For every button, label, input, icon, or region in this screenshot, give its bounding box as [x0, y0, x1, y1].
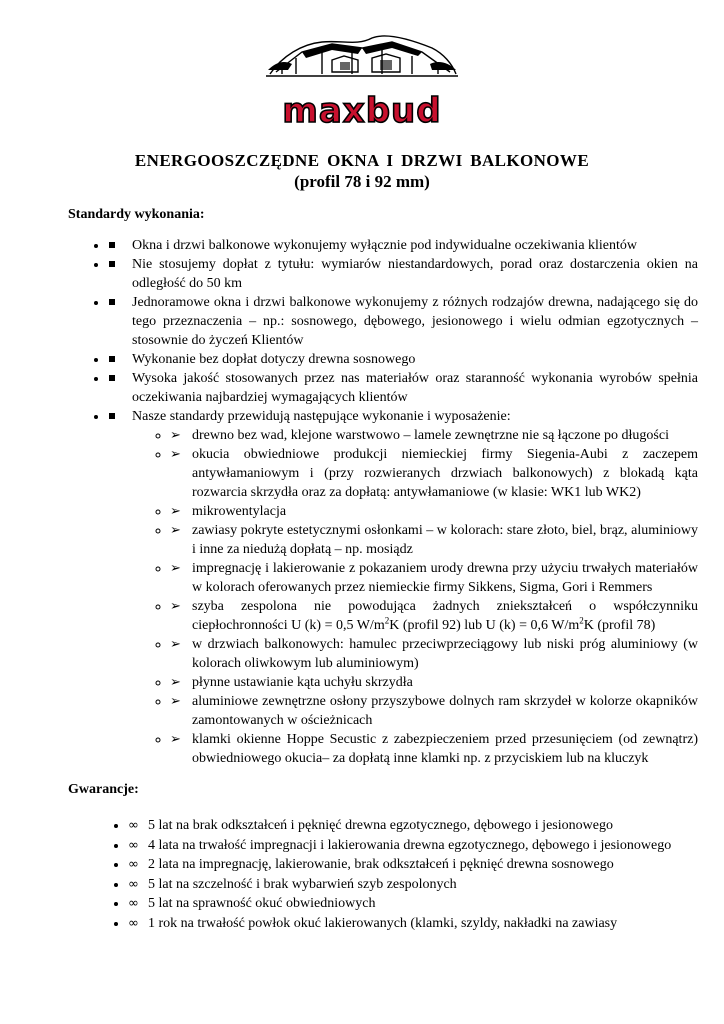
page-subtitle: (profil 78 i 92 mm) — [294, 172, 430, 191]
list-item: • Nasze standardy przewidują następujące wykonanie i wyposażenie: ◦ ➢ drewno bez wad, klejone warstwowo – lamele zewnętrzne nie są łączone po długości ◦ ➢ okucia obwiedniowe produkcji niemieckiej firmy Siegenia-Aubi z zaczepem antywłamaniowym i (przy rozwieranych drzwiach balkonowych) z blokadą kąta rozwarcia skrzydła oraz za dopłatą: antywłamaniowe (w klasie: WK1 lub WK2) ◦ ➢ mikrowentylacja ◦ ➢ zawiasy pokryte estetycznymi osłonkami – w kolorach: stare złoto, biel, brąz, aluminiowy i inne za niedużą dopłatą – np. mosiądz ◦ ➢ impregnację i lakierowanie z pokazaniem urody drewna przy użyciu trwałych materiałów w kolorach oferowanych przez niemieckie firmy Sikkens, Sigma, Gori i Remmers ◦ ➢ szyba zespolona nie powodująca żadnych zniekształceń o współczynniku ciepłochronności U (k) = 0,5 $W/m^2K$ (profil 92) lub U (k) = 0,6 $W/m^2K$ (profil 78) ◦ ➢ w drzwiach balkonowych: hamulec przeciwprzeciągowy lub niski próg aluminiowy (w kolorach oliwkowym lub aluminiowym) ◦ ➢ płynne ustawianie kąta uchyłu skrzydła ◦ ➢ aluminiowe zewnętrzne osłony przyszybowe dolnych ram skrzydeł w kolorze okapników zamontowanych w ościeżnicach ◦ ➢ klamki okienne Hoppe Secustic z zabezpieczeniem przed przesunięciem (od zewnątrz) obwiedniowego okucia– za dopłatą inne klamki np. z przyciskiem lub na kluczyk — [108, 407, 698, 768]
arrow-bullet-icon: ◦ ➢ — [170, 523, 181, 538]
infinity-bullet-icon: • ∞ — [128, 837, 139, 853]
infinity-bullet-icon: • ∞ — [128, 896, 139, 911]
warranty-item: • ∞ 2 lata na impregnację, lakierowanie, brak odkształceń i pęknięć drewna sosnowego — [128, 855, 698, 875]
standards-heading: Standardy wykonania: — [68, 207, 205, 222]
superscript: 2 — [579, 615, 584, 626]
list-item: • Okna i drzwi balkonowe wykonujemy wyłącznie pod indywidualne oczekiwania klientów — [108, 236, 698, 255]
list-item: • Wykonanie bez dopłat dotyczy drewna sosnowego — [108, 350, 698, 369]
equipment-list — [130, 426, 698, 768]
warranty-list — [88, 816, 698, 933]
equipment-item-glass: ◦ ➢ szyba zespolona nie powodująca żadnych zniekształceń o współczynniku ciepłochronności U (k) = 0,5 $W/m^2K$ (profil 92) lub U (k) = 0,6 $W/m^2K$ (profil 78) — [170, 597, 698, 635]
equipment-item: ◦ ➢ mikrowentylacja — [170, 502, 698, 521]
equipment-item: ◦ ➢ klamki okienne Hoppe Secustic z zabezpieczeniem przed przesunięciem (od zewnątrz) obwiedniowego okucia– za dopłatą inne klamki np. z przyciskiem lub na kluczyk — [170, 730, 698, 768]
equipment-item: ◦ ➢ zawiasy pokryte estetycznymi osłonkami – w kolorach: stare złoto, biel, brąz, aluminiowy i inne za niedużą dopłatą – np. mosiądz — [170, 521, 698, 559]
standards-list — [68, 236, 698, 768]
equipment-item: ◦ ➢ płynne ustawianie kąta uchyłu skrzydła — [170, 673, 698, 692]
square-bullet-icon — [109, 413, 115, 419]
superscript: 2 — [384, 615, 390, 626]
warranty-item: • ∞ 4 lata na trwałość impregnacji i lakierowania drewna egzotycznego, dębowego i jesionowego — [128, 836, 698, 856]
warranty-item: • ∞ 1 rok na trwałość powłok okuć lakierowanych (klamki, szyldy, nakładki na zawiasy — [128, 914, 698, 934]
arrow-bullet-icon: ◦ ➢ — [170, 447, 181, 462]
logo-text: maxbud — [282, 91, 442, 131]
arrow-bullet-icon: ◦ ➢ — [170, 637, 181, 652]
arrow-bullet-icon: ◦ ➢ — [170, 675, 181, 690]
list-item: • Nie stosujemy dopłat z tytułu: wymiarów niestandardowych, porad oraz dostarczenia okien na odległość do 50 km — [108, 255, 698, 293]
equipment-item: ◦ ➢ impregnację i lakierowanie z pokazaniem urody drewna przy użyciu trwałych materiałów w kolorach oferowanych przez niemieckie firmy Sikkens, Sigma, Gori i Remmers — [170, 559, 698, 597]
infinity-bullet-icon: • ∞ — [128, 915, 139, 931]
arrow-bullet-icon: ◦ ➢ — [170, 599, 181, 614]
equipment-item: ◦ ➢ aluminiowe zewnętrzne osłony przyszybowe dolnych ram skrzydeł w kolorze okapników zamontowanych w ościeżnicach — [170, 692, 698, 730]
equipment-item: ◦ ➢ w drzwiach balkonowych: hamulec przeciwprzeciągowy lub niski próg aluminiowy (w kolorach oliwkowym lub aluminiowym) — [170, 635, 698, 673]
square-bullet-icon — [109, 261, 115, 267]
arrow-bullet-icon: ◦ ➢ — [170, 732, 181, 747]
company-logo — [262, 26, 462, 136]
warranty-item: • ∞ 5 lat na szczelność i brak wybarwień szyb zespolonych — [128, 875, 698, 895]
warranty-item: • ∞ 5 lat na brak odkształceń i pęknięć drewna egzotycznego, dębowego i jesionowego — [128, 816, 698, 836]
list-item: • Wysoka jakość stosowanych przez nas materiałów oraz staranność wykonania wyrobów spełnia oczekiwania najbardziej wymagających klientów — [108, 369, 698, 407]
infinity-bullet-icon: • ∞ — [128, 857, 139, 872]
infinity-bullet-icon: • ∞ — [128, 876, 139, 892]
equipment-item: ◦ ➢ okucia obwiedniowe produkcji niemieckiej firmy Siegenia-Aubi z zaczepem antywłamaniowym i (przy rozwieranych drzwiach balkonowych) z blokadą kąta rozwarcia skrzydła oraz za dopłatą: antywłamaniowe (w klasie: WK1 lub WK2) — [170, 445, 698, 502]
house-roof-illustration-icon — [262, 26, 462, 136]
square-bullet-icon — [109, 299, 115, 305]
square-bullet-icon — [109, 375, 115, 381]
arrow-bullet-icon: ◦ ➢ — [170, 428, 181, 443]
equipment-item: ◦ ➢ drewno bez wad, klejone warstwowo – lamele zewnętrzne nie są łączone po długości — [170, 426, 698, 445]
arrow-bullet-icon: ◦ ➢ — [170, 561, 181, 576]
infinity-bullet-icon: • ∞ — [128, 818, 139, 833]
page-title: ENERGOOSZCZĘDNE OKNA I DRZWI BALKONOWE — [134, 151, 590, 170]
square-bullet-icon — [109, 356, 115, 362]
warranty-item: • ∞ 5 lat na sprawność okuć obwiedniowych — [128, 894, 698, 914]
list-item: • Jednoramowe okna i drzwi balkonowe wykonujemy z różnych rodzajów drewna, nadającego się do tego przeznaczenia – np.: sosnowego, dębowego, jesionowego i wielu odmian egzotycznych – stosownie do życzeń Klientów — [108, 293, 698, 350]
square-bullet-icon — [109, 242, 115, 248]
warranty-heading: Gwarancje: — [68, 782, 139, 797]
arrow-bullet-icon: ◦ ➢ — [170, 504, 181, 519]
arrow-bullet-icon: ◦ ➢ — [170, 694, 181, 709]
